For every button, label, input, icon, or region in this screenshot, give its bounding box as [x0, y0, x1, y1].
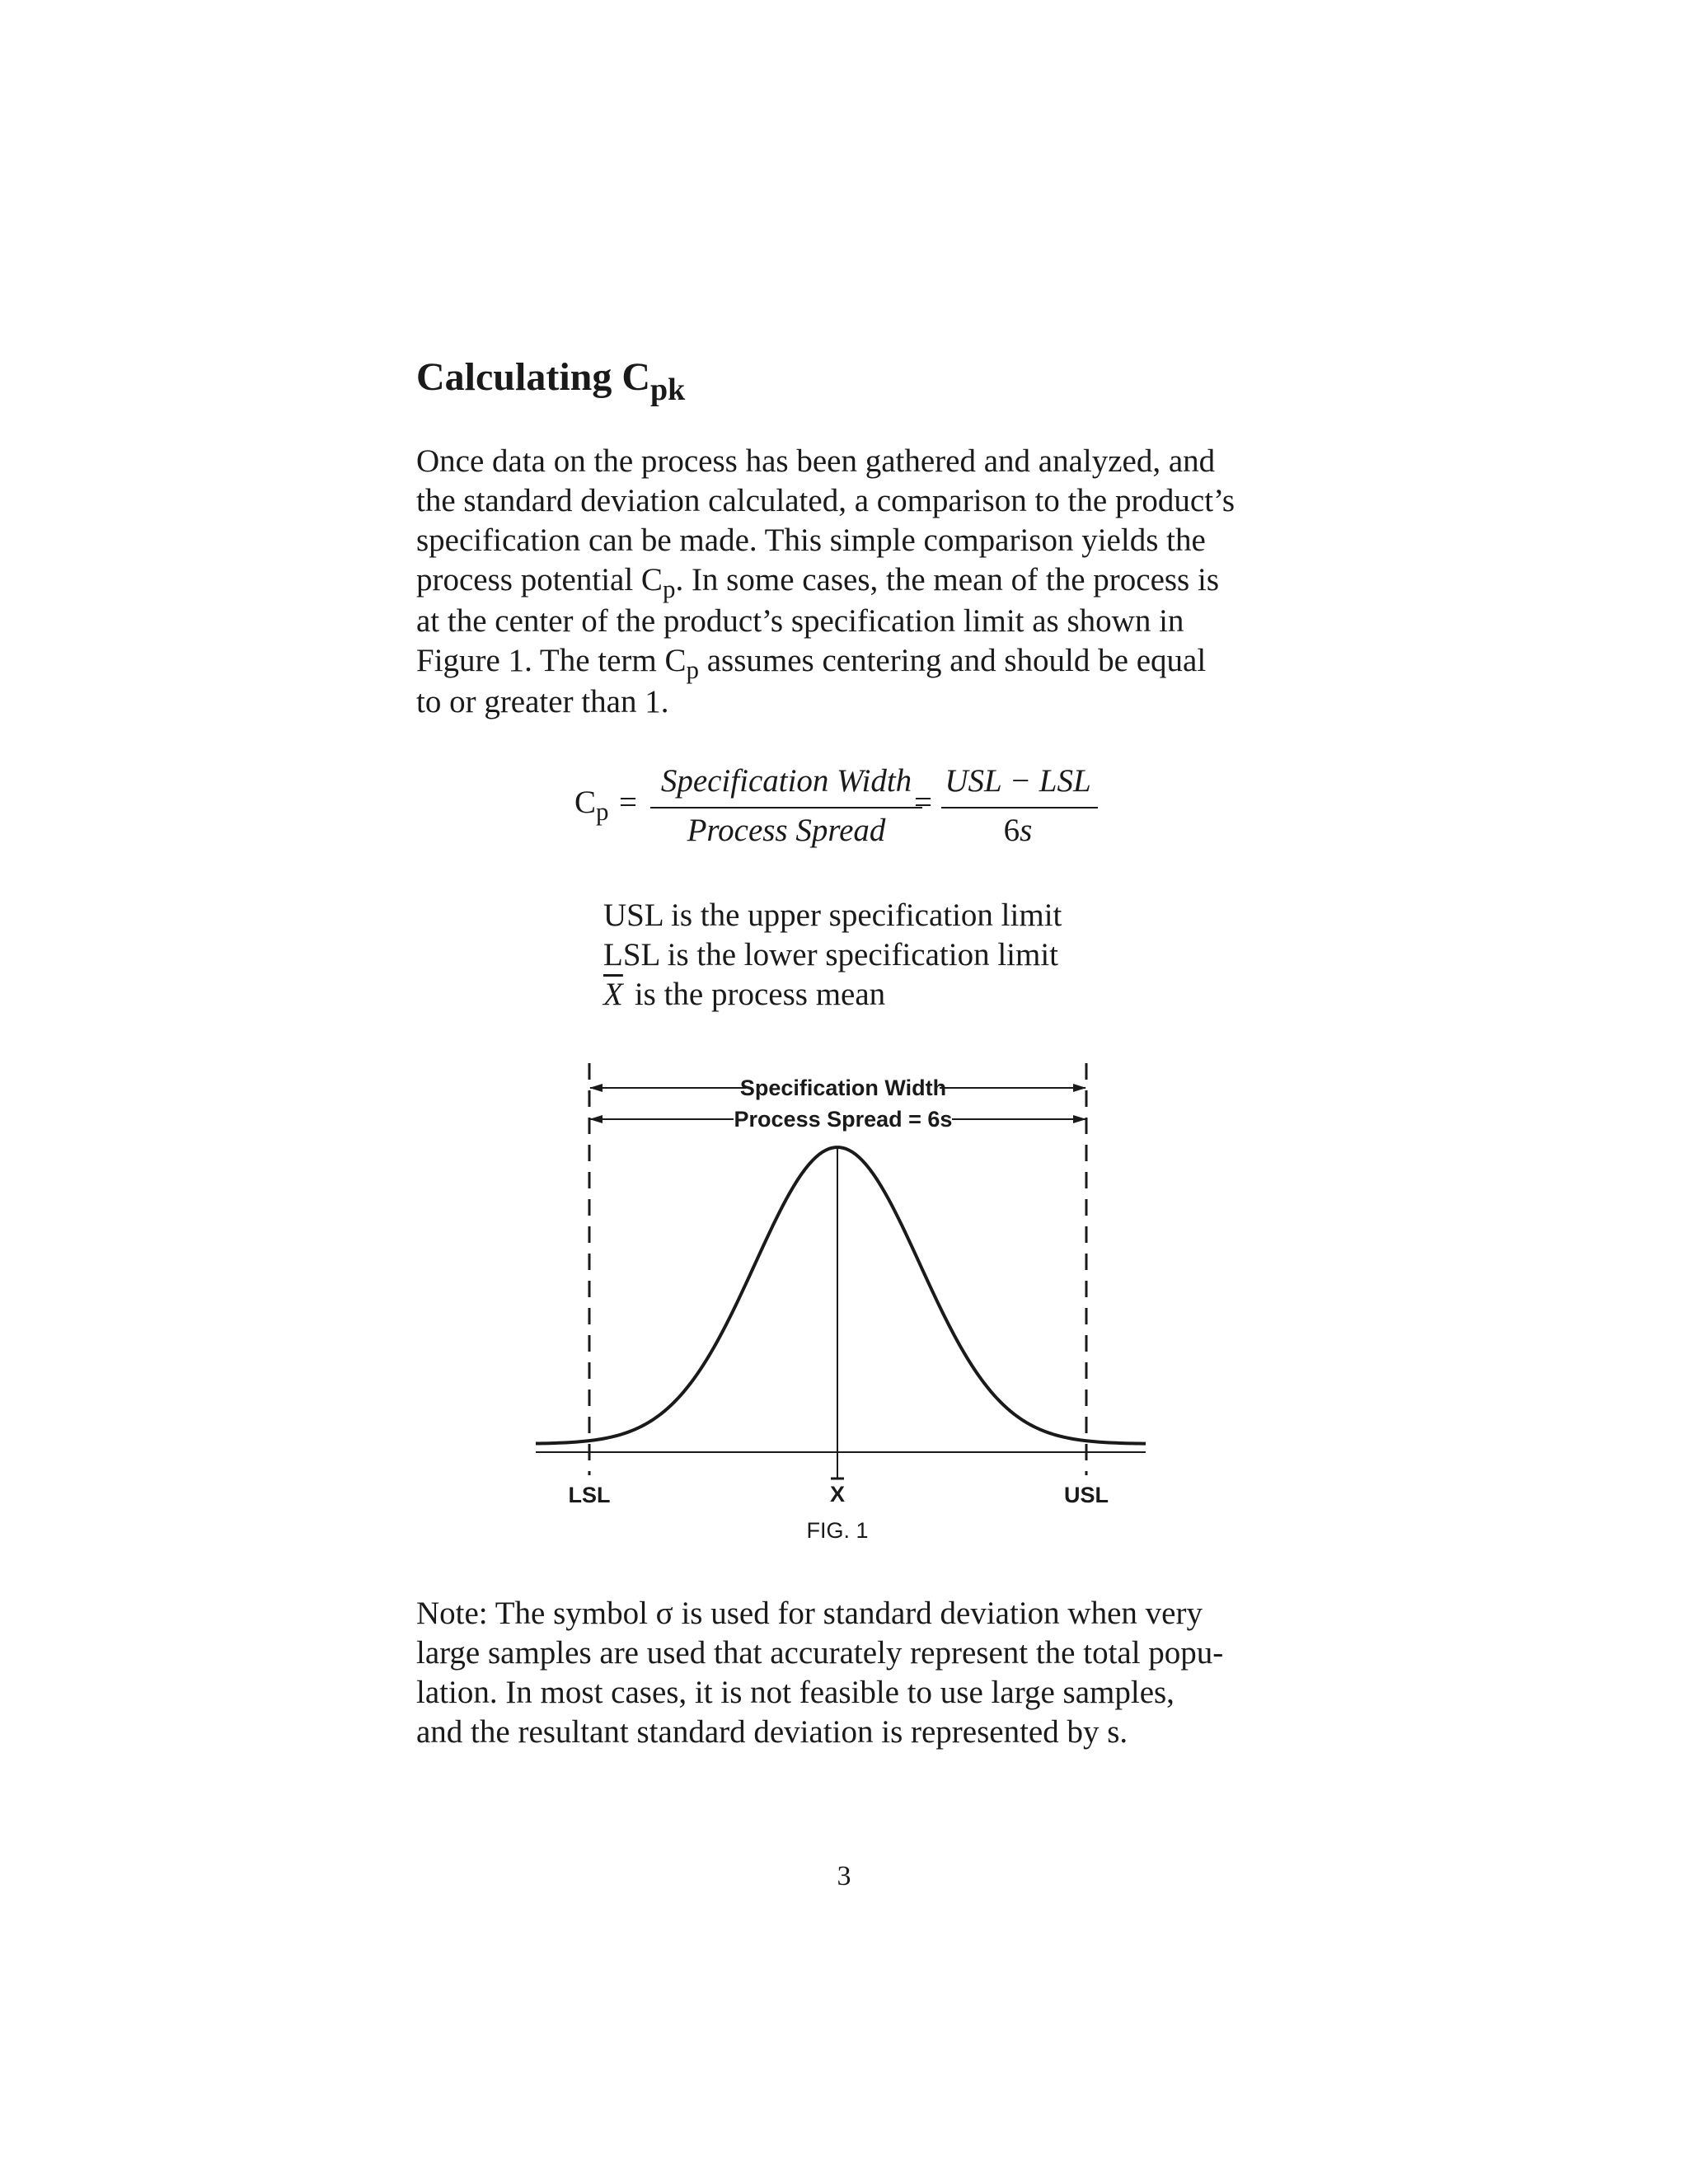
process-spread-label: Process Spread = 6s — [734, 1107, 953, 1132]
definition-usl: USL is the upper specification limit — [603, 898, 1062, 933]
intro-line-6-a: Figure 1. The term C — [416, 643, 687, 678]
note-line-1: Note: The symbol σ is used for standard deviation when very — [416, 1596, 1203, 1631]
intro-line-6-subscript: p — [686, 655, 699, 684]
intro-line-6 — [416, 641, 1323, 682]
intro-paragraph — [416, 442, 1323, 722]
formula-denominator-2-variable: s — [1020, 813, 1033, 848]
page-heading — [416, 354, 686, 407]
spec-width-label: Specification Width — [739, 1076, 947, 1100]
formula-fraction-bar-1 — [650, 807, 922, 808]
formula-denominator-2 — [944, 812, 1092, 849]
intro-line-3: specification can be made. This simple comparison yields the — [416, 523, 1206, 558]
formula-lhs-subscript: p — [596, 797, 609, 826]
formula-denominator-2-number: 6 — [1003, 813, 1020, 848]
definition-mean-text: is the process mean — [634, 977, 886, 1012]
page-number: 3 — [837, 1861, 851, 1891]
intro-line-6-b: assumes centering and should be equal — [698, 643, 1207, 678]
note-line-2: large samples are used that accurately represent the total popu- — [416, 1635, 1224, 1671]
formula-numerator-2: USL − LSL — [945, 763, 1091, 799]
xbar-symbol: $\overline{X}$ — [603, 977, 623, 1012]
heading-main: Calculating C — [416, 355, 651, 399]
intro-line-4-a: process potential C — [416, 562, 663, 598]
formula-equals-1: = — [619, 785, 637, 820]
formula-fraction-bar-2 — [941, 807, 1098, 808]
formula-equals-2: = — [914, 785, 932, 820]
intro-line-4-b: . In some cases, the mean of the process is — [675, 562, 1219, 598]
figure-caption: FIG. 1 — [806, 1518, 869, 1541]
bell-curve — [536, 1147, 1146, 1444]
definition-lsl: LSL is the lower specification limit — [603, 937, 1059, 972]
intro-line-4 — [416, 560, 1323, 602]
usl-label: USL — [1064, 1483, 1109, 1507]
intro-line-2: the standard deviation calculated, a comparison to the product’s — [416, 483, 1236, 518]
formula-lhs-main: C — [574, 785, 597, 820]
formula-numerator-1: Specification Width — [660, 763, 912, 799]
mean-label: X — [829, 1482, 846, 1507]
definition-mean — [603, 975, 1062, 1015]
note-line-4: and the resultant standard deviation is represented by s. — [416, 1714, 1128, 1750]
intro-line-5: at the center of the product’s specification limit as shown in — [416, 603, 1184, 639]
intro-line-4-subscript: p — [662, 574, 676, 603]
formula-denominator-1: Process Spread — [687, 813, 886, 848]
heading-subscript: pk — [650, 373, 686, 407]
lsl-label: LSL — [568, 1483, 611, 1507]
cp-formula — [574, 762, 1102, 861]
intro-line-7: to or greater than 1. — [416, 684, 669, 719]
formula-lhs — [574, 784, 609, 826]
note-paragraph — [416, 1594, 1323, 1752]
intro-line-1: Once data on the process has been gathered and analyzed, and — [416, 443, 1216, 479]
note-line-3: lation. In most cases, it is not feasible to use large samples, — [416, 1675, 1175, 1710]
normal-distribution-figure — [528, 1047, 1154, 1541]
definitions-list — [603, 896, 1062, 1015]
